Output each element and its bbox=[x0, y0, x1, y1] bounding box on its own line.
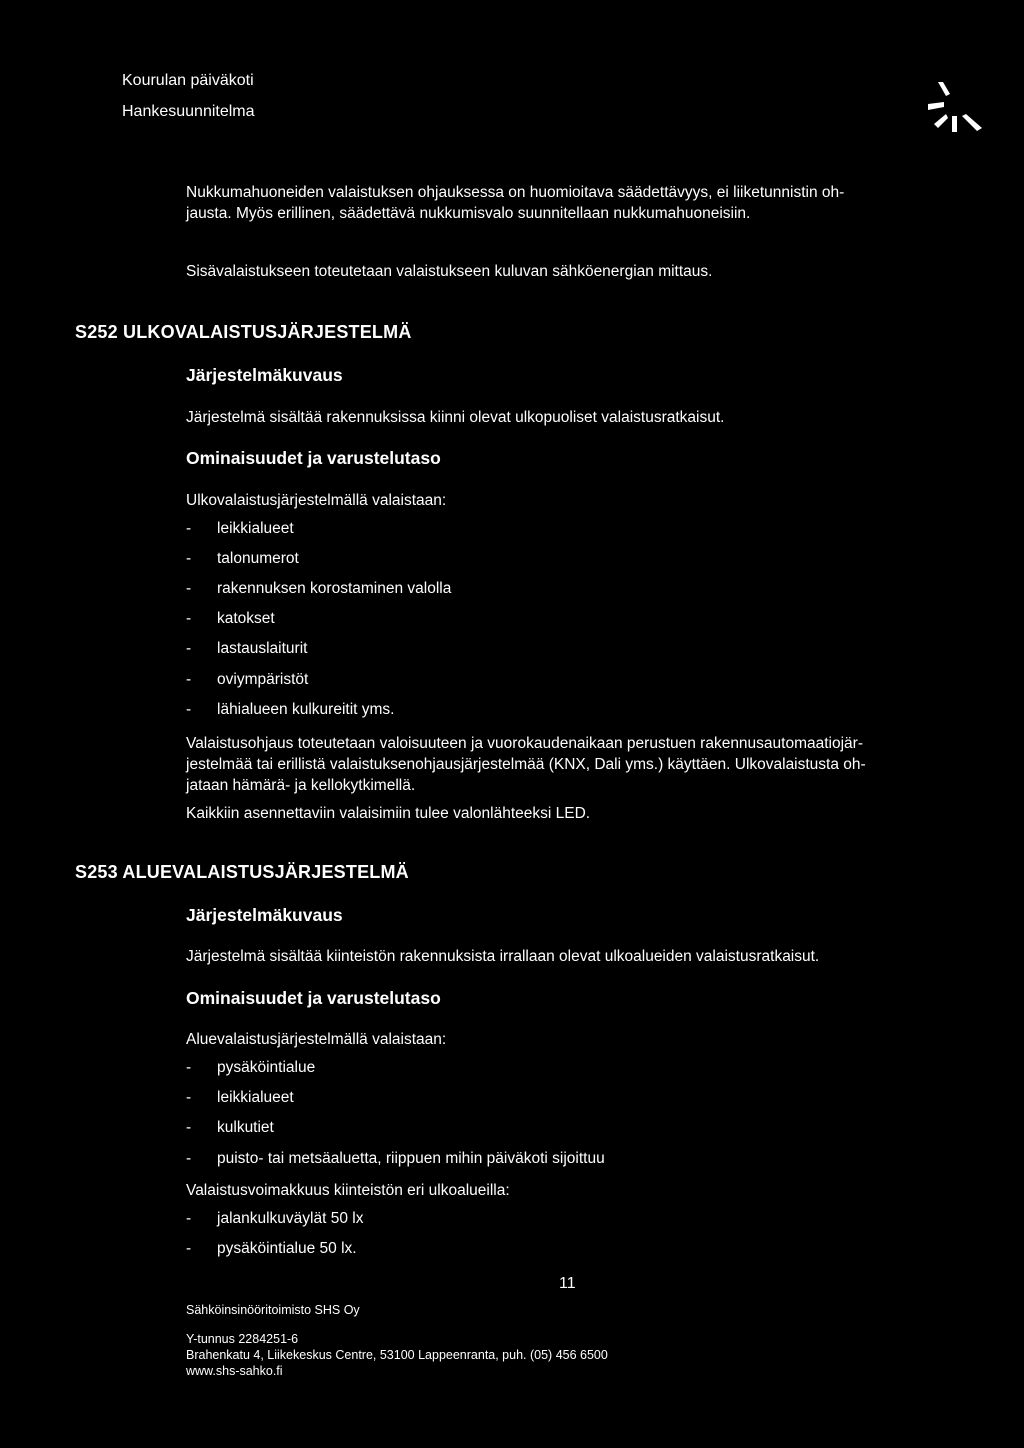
intro-paragraph-line-2: jausta. Myös erillinen, säädettävä nukkumisvalo suunnitellaan nukkumahuoneisiin. bbox=[186, 205, 751, 222]
document-title: Kourulan päiväkoti bbox=[122, 72, 254, 89]
list-intro: Ulkovalaistusjärjestelmällä valaistaan: bbox=[186, 492, 447, 509]
led-paragraph: Kaikkiin asennettaviin valaisimiin tulee valonlähteeksi LED. bbox=[186, 805, 591, 822]
section-heading-s253: S253 ALUEVALAISTUSJÄRJESTELMÄ bbox=[75, 862, 409, 882]
system-description-text: Järjestelmä sisältää kiinteistön rakennuksista irrallaan olevat ulkoalueiden valaistusratkaisut. bbox=[186, 948, 820, 965]
company-logo-rays-icon bbox=[924, 80, 984, 136]
subheading-system-description: Järjestelmäkuvaus bbox=[186, 365, 343, 385]
subheading-properties: Ominaisuudet ja varustelutaso bbox=[186, 448, 441, 468]
document-subtitle: Hankesuunnitelma bbox=[122, 103, 255, 120]
list-item: - talonumerot bbox=[186, 550, 299, 567]
list-item: - leikkialueet bbox=[186, 520, 294, 537]
list-item: - pysäköintialue bbox=[186, 1059, 316, 1076]
intro-paragraph-line-1: Nukkumahuoneiden valaistuksen ohjauksessa on huomioitava säädettävyys, ei liiketunnistin oh- bbox=[186, 184, 845, 201]
system-description-text: Järjestelmä sisältää rakennuksissa kiinni olevat ulkopuoliset valaistusratkaisut. bbox=[186, 409, 725, 426]
list-item: - leikkialueet bbox=[186, 1089, 294, 1106]
list-item: - rakennuksen korostaminen valolla bbox=[186, 580, 452, 597]
footer-business-id: Y-tunnus 2284251-6 bbox=[186, 1332, 299, 1346]
list-item: - lähialueen kulkureitit yms. bbox=[186, 701, 395, 718]
control-paragraph-line-3: jataan hämärä- ja kellokytkimellä. bbox=[186, 777, 416, 794]
section-heading-s252: S252 ULKOVALAISTUSJÄRJESTELMÄ bbox=[75, 322, 412, 342]
footer-website: www.shs-sahko.fi bbox=[186, 1364, 283, 1378]
footer-company: Sähköinsinööritoimisto SHS Oy bbox=[186, 1303, 360, 1317]
list-item: - kulkutiet bbox=[186, 1119, 274, 1136]
list-intro: Aluevalaistusjärjestelmällä valaistaan: bbox=[186, 1031, 447, 1048]
subheading-system-description: Järjestelmäkuvaus bbox=[186, 905, 343, 925]
list-item: - oviympäristöt bbox=[186, 671, 309, 688]
footer-address: Brahenkatu 4, Liikekeskus Centre, 53100 Lappeenranta, puh. (05) 456 6500 bbox=[186, 1348, 608, 1362]
power-intro: Valaistusvoimakkuus kiinteistön eri ulkoalueilla: bbox=[186, 1182, 510, 1199]
list-item: - jalankulkuväylät 50 lx bbox=[186, 1210, 364, 1227]
control-paragraph-line-2: jestelmää tai erillistä valaistuksenohjausjärjestelmää (KNX, Dali yms.) käyttäen. Ulkovalaistusta oh- bbox=[186, 756, 866, 773]
subheading-properties: Ominaisuudet ja varustelutaso bbox=[186, 988, 441, 1008]
list-item: - lastauslaiturit bbox=[186, 640, 308, 657]
list-item: - puisto- tai metsäaluetta, riippuen mihin päiväkoti sijoittuu bbox=[186, 1150, 605, 1167]
list-item: - katokset bbox=[186, 610, 275, 627]
control-paragraph-line-1: Valaistusohjaus toteutetaan valoisuuteen ja vuorokaudenaikaan perustuen rakennusautomaatiojär- bbox=[186, 735, 864, 752]
intro-paragraph-energy: Sisävalaistukseen toteutetaan valaistukseen kuluvan sähköenergian mittaus. bbox=[186, 263, 713, 280]
page-number: 11 bbox=[559, 1275, 576, 1292]
list-item: - pysäköintialue 50 lx. bbox=[186, 1240, 357, 1257]
